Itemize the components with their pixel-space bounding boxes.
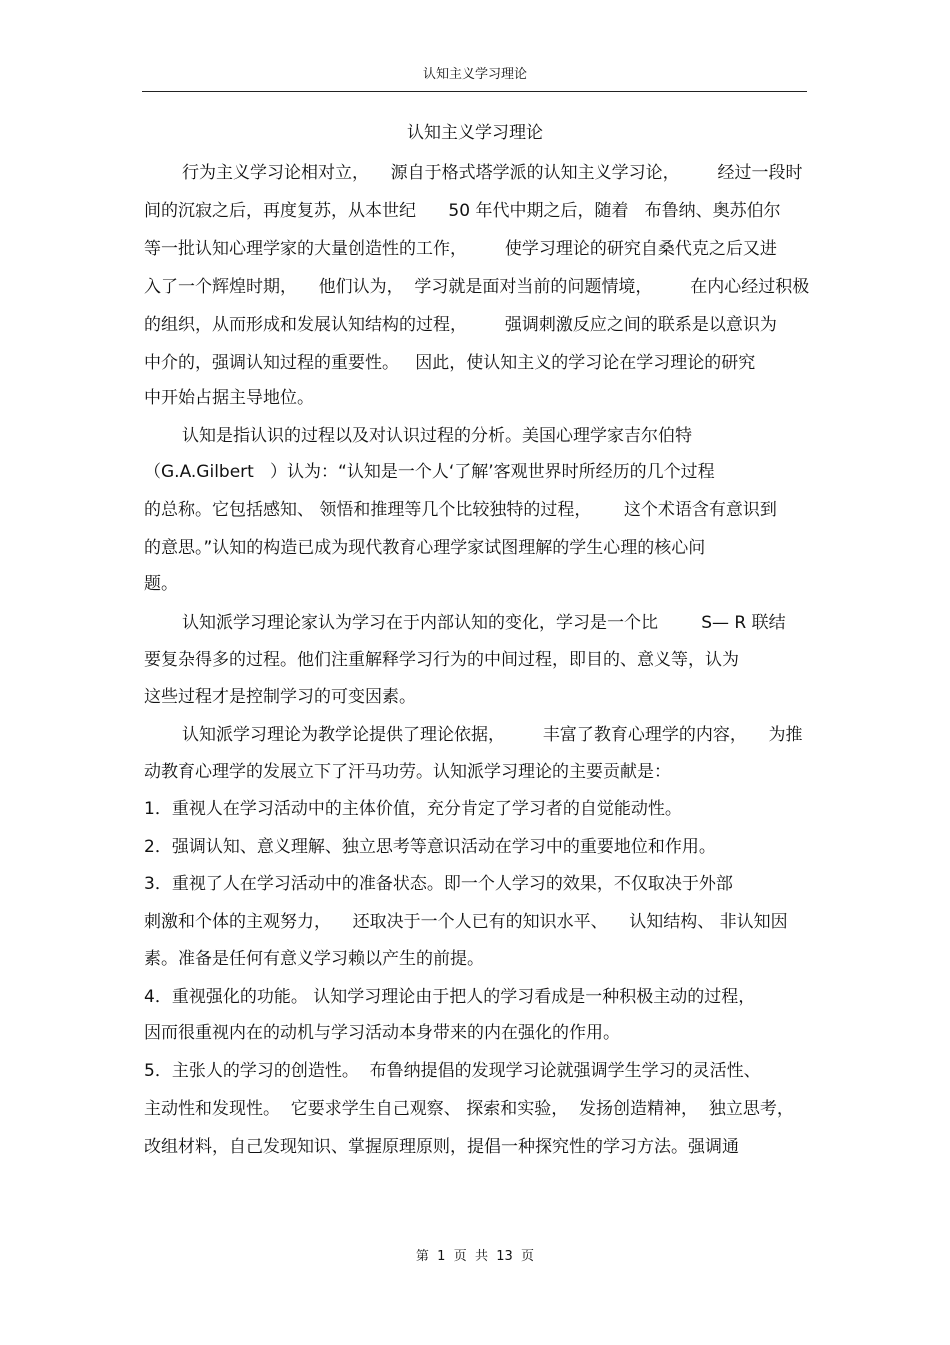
text-line: 改组材料，自己发现知识、掌握原理原则，提倡一种探究性的学习方法。强调通 <box>144 1137 739 1157</box>
header-rule <box>142 91 807 92</box>
text-line: 因而很重视内在的动机与学习活动本身带来的内在强化的作用。 <box>144 1023 620 1043</box>
running-header: 认知主义学习理论 <box>422 67 527 82</box>
text-line: 的总称。它包括感知、 领悟和推理等几个比较独特的过程， 这个术语含有意识到 <box>144 500 777 520</box>
text-line: 中开始占据主导地位。 <box>144 388 314 408</box>
text-line: 的组织，从而形成和发展认知结构的过程， 强调刺激反应之间的联系是以意识为 <box>144 315 777 335</box>
text-line: 素。准备是任何有意义学习赖以产生的前提。 <box>144 949 484 969</box>
text-line: 认知是指认识的过程以及对认识过程的分析。美国心理学家吉尔伯特 <box>182 426 692 446</box>
page-footer: 第 1 页 共 13 页 <box>415 1249 535 1264</box>
text-line: 刺激和个体的主观努力， 还取决于一个人已有的知识水平、 认知结构、 非认知因 <box>144 912 788 932</box>
text-line: 行为主义学习论相对立， 源自于格式塔学派的认知主义学习论， 经过一段时 <box>182 163 803 183</box>
text-line: 入了一个辉煌时期， 他们认为， 学习就是面对当前的问题情境， 在内心经过积极 <box>144 277 810 297</box>
text-line: 等一批认知心理学家的大量创造性的工作， 使学习理论的研究自桑代克之后又进 <box>144 239 777 259</box>
text-line: 5．主张人的学习的创造性。 布鲁纳提倡的发现学习论就强调学生学习的灵活性、 <box>144 1061 761 1081</box>
text-line: （G.A.Gilbert ）认为：“认知是一个人‘了解’客观世界时所经历的几个过程 <box>144 462 715 482</box>
text-line: 3．重视了人在学习活动中的准备状态。即一个人学习的效果，不仅取决于外部 <box>144 874 733 894</box>
text-line: 这些过程才是控制学习的可变因素。 <box>144 687 416 707</box>
text-line: 中介的，强调认知过程的重要性。 因此，使认知主义的学习论在学习理论的研究 <box>144 353 756 373</box>
text-line: 认知派学习理论为教学论提供了理论依据， 丰富了教育心理学的内容， 为推 <box>182 725 803 745</box>
text-line: 1．重视人在学习活动中的主体价值，充分肯定了学习者的自觉能动性。 <box>144 799 682 819</box>
text-line: 认知派学习理论家认为学习在于内部认知的变化，学习是一个比 S— R 联结 <box>182 613 786 633</box>
text-line: 的意思。”认知的构造已成为现代教育心理学家试图理解的学生心理的核心问 <box>144 538 706 558</box>
document-title: 认知主义学习理论 <box>407 123 543 143</box>
text-line: 题。 <box>144 574 178 594</box>
text-line: 要复杂得多的过程。他们注重解释学习行为的中间过程，即目的、意义等，认为 <box>144 650 739 670</box>
text-line: 4．重视强化的功能。 认知学习理论由于把人的学习看成是一种积极主动的过程， <box>144 987 756 1007</box>
text-line: 2．强调认知、意义理解、独立思考等意识活动在学习中的重要地位和作用。 <box>144 837 716 857</box>
text-line: 间的沉寂之后，再度复苏，从本世纪 50 年代中期之后，随着 布鲁纳、奥苏伯尔 <box>144 201 781 221</box>
text-line: 动教育心理学的发展立下了汗马功劳。认知派学习理论的主要贡献是： <box>144 762 671 782</box>
text-line: 主动性和发现性。 它要求学生自己观察、 探索和实验， 发扬创造精神， 独立思考， <box>144 1099 794 1119</box>
